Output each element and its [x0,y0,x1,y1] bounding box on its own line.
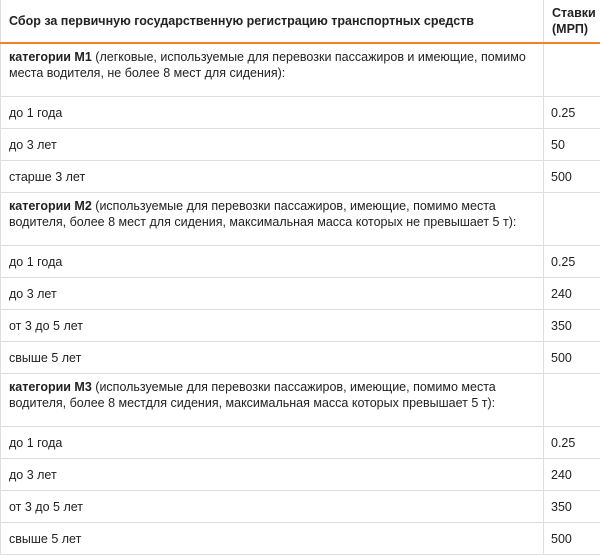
table-row [1,161,600,193]
table-row [1,459,600,491]
age-label: до 1 года [1,97,544,129]
table-row [1,491,600,523]
table-row [1,278,600,310]
age-label: свыше 5 лет [1,342,544,374]
table-row [1,427,600,459]
age-label: до 3 лет [1,129,544,161]
table-row [1,246,600,278]
category-title: категории М3 [9,380,92,394]
age-label: до 3 лет [1,278,544,310]
category-title: категории М1 [9,50,92,64]
rate-value: 50 [544,129,600,161]
table-header-row [1,0,600,43]
rate-value: 240 [544,278,600,310]
table-row [1,523,600,555]
rate-value: 500 [544,523,600,555]
age-label: свыше 5 лет [1,523,544,555]
age-label: до 1 года [1,246,544,278]
rate-value: 500 [544,342,600,374]
category-description: (используемые для перевозки пассажиров, имеющие, помимо места водителя, более 8 мест для сидения, максимальная масса которых не превышает 5 т): [9,199,516,229]
table-row [1,310,600,342]
rate-value: 0.25 [544,97,600,129]
rates-column-header: Ставки (МРП) [544,0,600,43]
rate-value: 0.25 [544,246,600,278]
rate-value: 500 [544,161,600,193]
category-title: категории М2 [9,199,92,213]
age-label: до 1 года [1,427,544,459]
category-cell [1,193,544,246]
age-label: от 3 до 5 лет [1,310,544,342]
fee-column-header: Сбор за первичную государственную регистрацию транспортных средств [1,0,544,43]
category-description: (используемые для перевозки пассажиров, имеющие, помимо места водителя, более 8 местдля сидения, максимальная масса которых превышает 5 т): [9,380,496,410]
age-label: от 3 до 5 лет [1,491,544,523]
empty-rate-cell [544,43,600,97]
age-label: старше 3 лет [1,161,544,193]
table-row [1,97,600,129]
category-cell [1,43,544,97]
table-row [1,342,600,374]
rate-value: 350 [544,310,600,342]
rate-value: 240 [544,459,600,491]
table-row [1,129,600,161]
rate-value: 0.25 [544,427,600,459]
category-row-m1 [1,43,600,97]
category-description: (легковые, используемые для перевозки пассажиров и имеющие, помимо места водителя, не более 8 мест для сидения): [9,50,526,80]
category-row-m2 [1,193,600,246]
category-cell [1,374,544,427]
empty-rate-cell [544,374,600,427]
empty-rate-cell [544,193,600,246]
category-row-m3 [1,374,600,427]
rate-value: 350 [544,491,600,523]
age-label: до 3 лет [1,459,544,491]
